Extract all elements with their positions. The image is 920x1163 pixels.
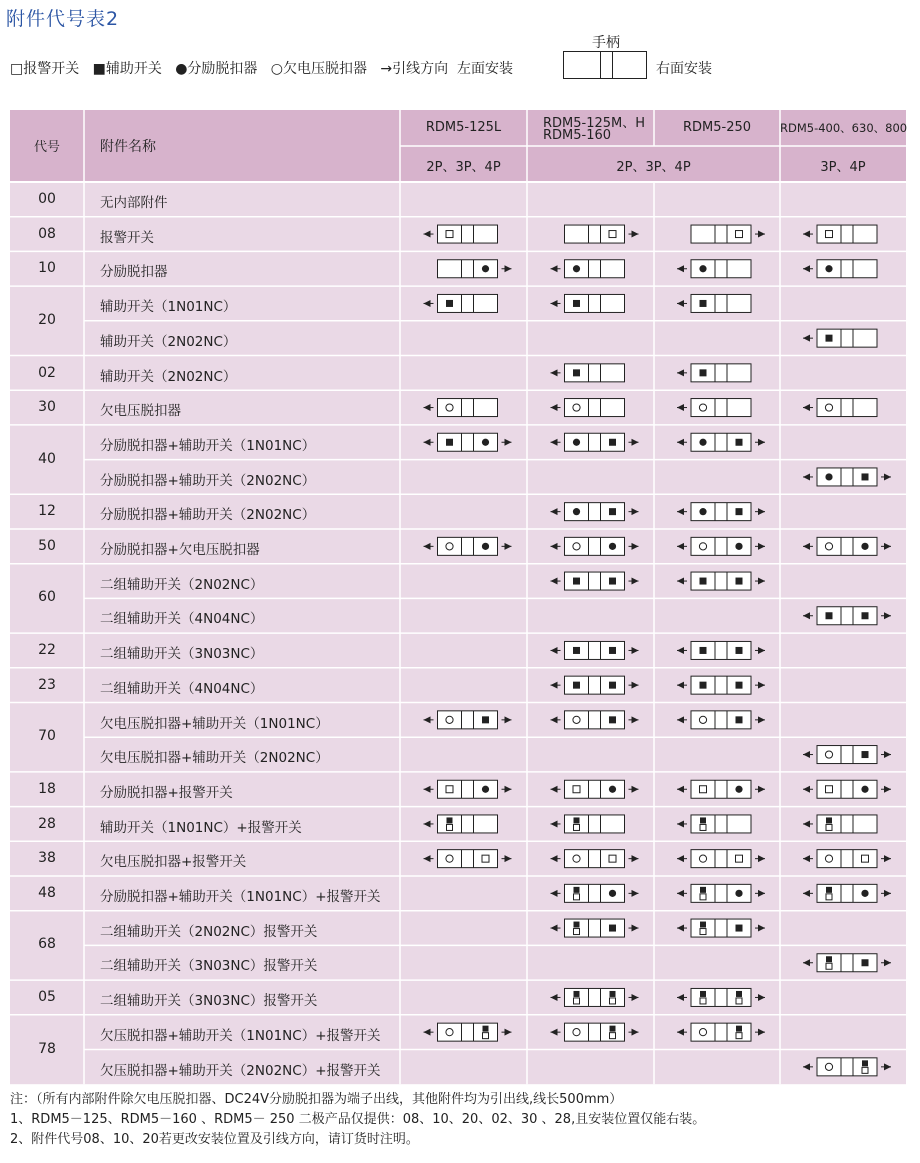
header-model-4: RDM5-400、630、800 — [780, 121, 908, 135]
row-name: 分励脱扣器 — [100, 264, 168, 281]
row-name: 欠电压脱扣器+报警开关 — [100, 854, 247, 871]
note-2: 2、附件代号08、10、20若更改安装位置及引线方向，请订货时注明。 — [10, 1132, 419, 1147]
row-name: 二组辅助开关（3N03NC）报警开关 — [100, 993, 318, 1010]
row-name: 分励脱扣器+辅助开关（2N02NC） — [100, 472, 316, 489]
legend-alarm: □报警开关 — [10, 61, 80, 77]
row-code: 00 — [38, 191, 56, 207]
legend-right: 右面安装 — [656, 61, 712, 77]
row-code: 20 — [38, 311, 56, 328]
legend-lead: →引线方向 — [380, 61, 449, 77]
notes — [10, 1090, 705, 1150]
row-name: 无内部附件 — [100, 195, 168, 211]
legend-aux: ■辅助开关 — [92, 61, 162, 77]
row-name: 分励脱扣器+报警开关 — [100, 784, 233, 801]
row-name: 欠电压脱扣器+辅助开关（1N01NC） — [100, 715, 329, 732]
header-model-3: RDM5-250 — [682, 120, 752, 135]
row-code: 08 — [38, 225, 56, 242]
row-name: 欠压脱扣器+辅助开关（1N01NC）+报警开关 — [100, 1027, 381, 1044]
legend-under: ○欠电压脱扣器 — [270, 61, 367, 77]
row-code: 02 — [38, 364, 56, 381]
row-name: 辅助开关（1N01NC） — [100, 299, 237, 316]
row-code: 10 — [38, 260, 56, 277]
row-code: 50 — [38, 538, 56, 554]
legend-left: 左面安装 — [456, 61, 513, 77]
header-poles-3: 3P、4P — [820, 160, 866, 175]
row-name: 二组辅助开关（2N02NC）报警开关 — [100, 923, 318, 940]
row-code: 78 — [38, 1040, 56, 1057]
row-code: 68 — [38, 936, 56, 953]
row-name: 辅助开关（1N01NC）+报警开关 — [100, 819, 302, 836]
row-name: 分励脱扣器+辅助开关（1N01NC）+报警开关 — [100, 889, 381, 905]
row-name: 二组辅助开关（4N04NC） — [100, 680, 264, 697]
row-code: 23 — [38, 676, 56, 693]
header-model-2a: RDM5-125M、H — [543, 116, 646, 131]
row-name: 分励脱扣器+辅助开关（1N01NC） — [100, 437, 316, 454]
legend-shunt: ●分励脱扣器 — [175, 61, 258, 77]
row-code: 22 — [38, 642, 56, 659]
row-name: 二组辅助开关（3N03NC） — [100, 646, 264, 663]
header-model-1: RDM5-125L — [425, 120, 502, 135]
row-name: 欠压脱扣器+辅助开关（2N02NC）+报警开关 — [100, 1062, 381, 1079]
row-name: 欠电压脱扣器 — [100, 403, 181, 420]
row-code: 60 — [38, 589, 56, 606]
row-code: 05 — [38, 989, 56, 1006]
page-title: 附件代号表2 — [6, 8, 120, 30]
row-code: 18 — [38, 780, 56, 797]
row-code: 30 — [38, 399, 56, 416]
row-name: 二组辅助开关（2N02NC） — [100, 576, 264, 593]
row-code: 40 — [38, 450, 56, 467]
row-name: 二组辅助开关（3N03NC）报警开关 — [100, 958, 318, 975]
header-poles-2: 2P、3P、4P — [616, 160, 691, 175]
header-code: 代号 — [33, 140, 60, 155]
header-poles-1: 2P、3P、4P — [426, 160, 501, 175]
note-0: 注：（所有内部附件除欠电压脱扣器、DC24V分励脱扣器为端子出线，其他附件均为引出线,线长500mm） — [10, 1092, 623, 1107]
row-code: 48 — [38, 885, 56, 901]
row-code: 38 — [38, 850, 56, 867]
note-1: 1、RDM5－125、RDM5－160 、RDM5－ 250 二极产品仅提供：08、10、20、02、30 、28,且安装位置仅能右装。 — [10, 1112, 706, 1127]
row-name: 辅助开关（2N02NC） — [100, 333, 237, 350]
row-name: 欠电压脱扣器+辅助开关（2N02NC） — [100, 750, 329, 767]
row-name: 报警开关 — [100, 229, 154, 246]
row-code: 12 — [38, 503, 56, 520]
row-name: 分励脱扣器+辅助开关（2N02NC） — [100, 507, 316, 524]
legend-handle: 手柄 — [592, 35, 620, 51]
row-name: 二组辅助开关（4N04NC） — [100, 611, 264, 628]
header-name: 附件名称 — [100, 139, 156, 155]
header-model-2b: RDM5-160 — [543, 128, 612, 143]
row-name: 辅助开关（2N02NC） — [100, 368, 237, 385]
row-code: 70 — [38, 728, 56, 745]
row-code: 28 — [38, 815, 56, 832]
row-name: 分励脱扣器+欠电压脱扣器 — [100, 542, 260, 558]
